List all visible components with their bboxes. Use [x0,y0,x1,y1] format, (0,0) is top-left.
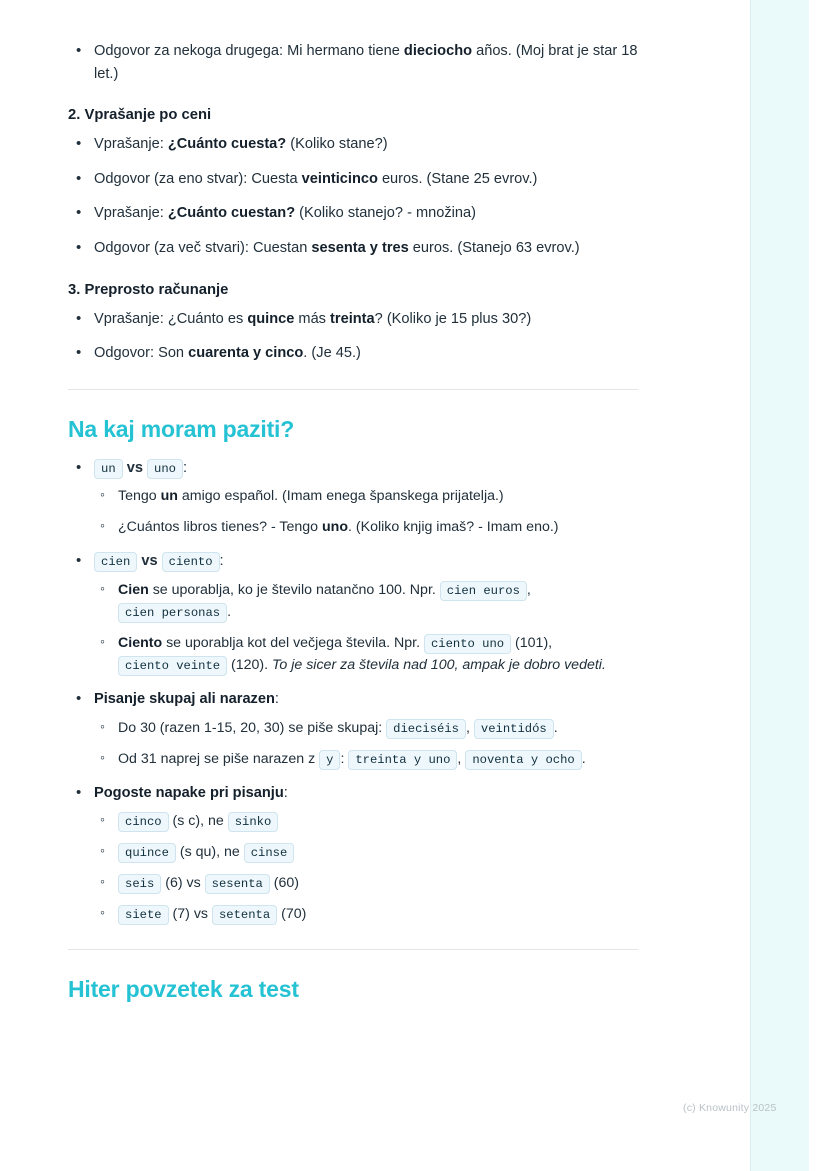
text: : [274,691,279,708]
text: (6) vs [165,875,201,892]
text: : [219,553,224,570]
mistakes-examples [94,810,638,925]
section-heading-summary: Hiter povzetek za test [68,976,299,1003]
code-y: y [319,750,340,770]
code-dieciseis: dieciséis [386,719,466,739]
list-item [94,632,638,676]
text: Od 31 naprej se piše narazen z [118,750,320,767]
text: (60) [273,875,300,892]
text: ? (Koliko je 15 plus 30?) [374,310,532,327]
emphasis: ¿Cuánto cuesta? [167,136,287,153]
code-seis: seis [118,874,161,894]
emphasis: treinta [330,310,375,327]
text: . (Je 45.) [303,345,361,362]
list-item [94,579,638,623]
code-treinta-y-uno: treinta y uno [348,750,457,770]
document-content [68,30,638,1017]
emphasis: cuarenta y cinco [188,345,304,362]
code-ciento-veinte: ciento veinte [118,656,227,676]
list-item [94,717,638,739]
vs-label: vs [126,459,143,476]
text: años. (Moj brat je star 18 let.) [94,43,638,82]
subsection-heading-price: 2. Vprašanje po ceni [68,107,212,124]
list-item [68,308,638,331]
code-cinse: cinse [244,843,295,863]
note-italic: To je sicer za števila nad 100, ampak je dobro vedeti. [272,657,606,674]
text: : [340,750,349,767]
math-list [68,308,638,365]
list-item [94,841,638,863]
text: . (Koliko knjig imaš? - Imam eno.) [348,519,559,536]
list-item [68,237,638,260]
emphasis: sesenta y tres [311,240,409,257]
text: (101), [511,635,553,652]
watch-out-list [68,457,638,925]
divider [68,389,638,390]
text: (Koliko stane?) [286,136,388,153]
text: se uporablja kot del večjega števila. Npr. [162,635,424,652]
code-cien: cien [94,552,137,572]
code-cien-personas: cien personas [118,603,227,623]
text: Odgovor za nekoga drugega: Mi hermano tiene [94,43,404,59]
vs-label: vs [141,553,158,570]
code-cien-euros: cien euros [440,581,527,601]
text: Odgovor (za več stvari): Cuestan [94,240,312,257]
code-sesenta: sesenta [205,874,270,894]
code-setenta: setenta [212,905,277,925]
text: (120). [227,657,273,674]
code-siete: siete [118,905,169,925]
emphasis: un [160,488,178,505]
subsection-heading-math: 3. Preprosto računanje [68,281,229,298]
text: Odgovor (za eno stvar): Cuesta [94,170,302,187]
list-item [94,485,638,507]
code-quince: quince [118,843,176,863]
text: (s qu), ne [179,844,240,861]
list-item-spelling [68,688,638,770]
code-uno: uno [147,459,183,479]
text: Vprašanje: [94,205,168,222]
text: Do 30 (razen 1-15, 20, 30) se piše skupaj: [118,719,387,736]
list-item [68,342,638,365]
list-item [94,516,638,538]
list-item [68,40,638,85]
text: . [581,750,586,767]
price-list [68,133,638,259]
code-veintidos: veintidós [474,719,554,739]
un-uno-examples [94,485,638,538]
emphasis: uno [322,519,348,536]
emphasis: Cien [118,582,149,599]
text: se uporablja, ko je število natančno 100. Npr. [148,582,440,599]
text: euros. (Stane 25 evrov.) [377,170,538,187]
text: : [182,459,188,476]
text: (Koliko stanejo? - množina) [295,205,477,222]
code-un: un [94,459,123,479]
top-bullet-list [68,40,638,85]
list-item [68,133,638,156]
emphasis: ¿Cuánto cuestan? [167,205,296,222]
divider-bottom [68,949,638,950]
list-item [68,202,638,225]
emphasis: Pisanje skupaj ali narazen [94,691,275,708]
list-item [94,748,638,770]
emphasis: Pogoste napake pri pisanju [94,784,284,801]
text: Vprašanje: ¿Cuánto es [94,310,248,327]
text: ¿Cuántos libros tienes? - Tengo [118,519,322,536]
text: más [294,310,331,327]
list-item-mistakes [68,782,638,926]
text: . [227,604,232,621]
list-item [68,168,638,191]
text: amigo español. (Imam enega španskega prijatelja.) [177,488,504,505]
code-noventa-y-ocho: noventa y ocho [465,750,581,770]
code-ciento: ciento [162,552,220,572]
emphasis: quince [247,310,295,327]
text: . [553,719,558,736]
emphasis: veinticinco [301,170,378,187]
list-item [94,903,638,925]
text: (7) vs [172,906,208,923]
section-heading-watch-out: Na kaj moram paziti? [68,415,295,442]
text: (70) [281,906,307,923]
emphasis: Ciento [118,635,163,652]
text: , [465,719,470,736]
text: Tengo [118,488,161,505]
text: (s c), ne [172,813,224,830]
copyright-notice: (c) Knowunity 2025 [683,1102,777,1114]
cien-ciento-examples [94,579,638,676]
emphasis: dieciocho [403,43,473,59]
code-cinco: cinco [118,812,169,832]
right-margin-band [750,0,809,1171]
code-sinko: sinko [228,812,279,832]
text: euros. (Stanejo 63 evrov.) [408,240,580,257]
list-item-cien-ciento [68,550,638,676]
list-item [94,810,638,832]
list-item-un-uno [68,457,638,539]
code-ciento-uno: ciento uno [424,634,511,654]
text: , [526,582,531,599]
text: Vprašanje: [94,136,168,153]
spelling-examples [94,717,638,770]
text: , [457,750,462,767]
list-item [94,872,638,894]
text: : [283,784,288,801]
text: Odgovor: Son [94,345,189,362]
